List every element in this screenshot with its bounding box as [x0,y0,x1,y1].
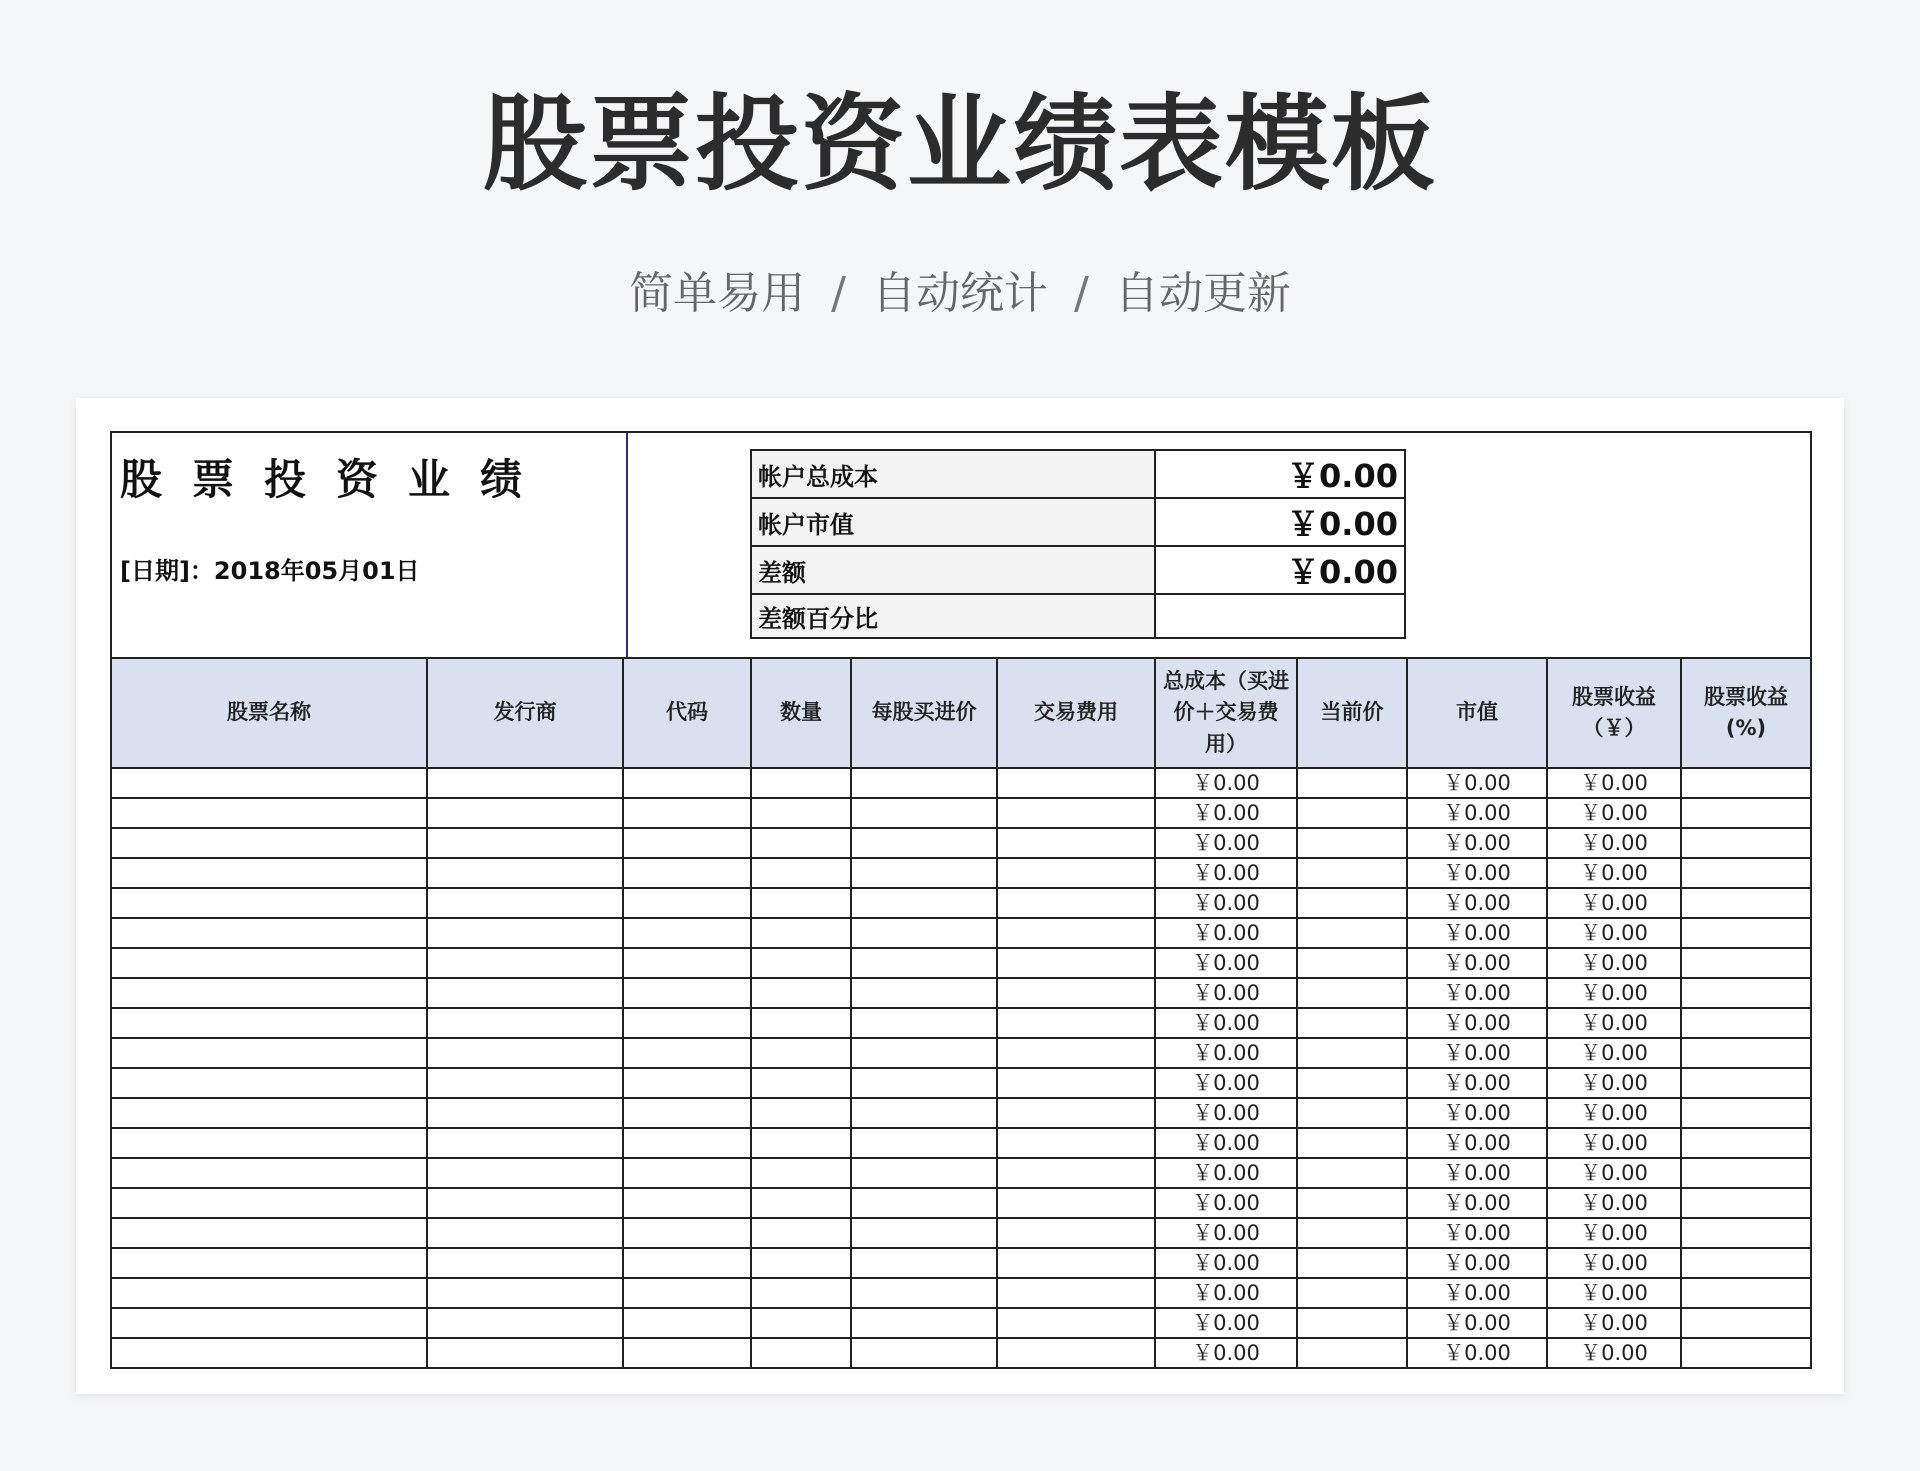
table-cell[interactable] [997,948,1155,978]
subtitle-item-easy: 简单易用 [629,268,806,319]
table-cell[interactable]: ￥0.00 [1547,828,1681,858]
table-cell[interactable] [997,1338,1155,1368]
table-cell[interactable] [427,1068,623,1098]
table-row [111,888,1811,918]
summary-row [751,498,1405,546]
table-cell[interactable] [751,1128,851,1158]
table-cell[interactable]: ￥0.00 [1155,1008,1297,1038]
table-cell[interactable] [751,798,851,828]
table-cell[interactable] [851,1278,997,1308]
table-cell[interactable] [997,1218,1155,1248]
table-cell[interactable] [751,1338,851,1368]
table-cell[interactable] [1297,1128,1407,1158]
table-cell[interactable] [1681,888,1811,918]
summary-row [751,546,1405,594]
table-cell[interactable] [427,1218,623,1248]
table-cell[interactable] [427,1338,623,1368]
table-cell[interactable]: ￥0.00 [1547,1128,1681,1158]
table-cell[interactable]: ￥0.00 [1547,1098,1681,1128]
table-cell[interactable] [111,948,427,978]
table-cell[interactable] [1297,1008,1407,1038]
table-cell[interactable]: ￥0.00 [1407,1128,1547,1158]
table-cell[interactable]: ￥0.00 [1547,1278,1681,1308]
column-header: 总成本（买进价＋交易费用） [1155,658,1297,768]
table-cell[interactable] [997,828,1155,858]
table-cell[interactable] [427,1308,623,1338]
table-cell[interactable] [851,1158,997,1188]
table-cell[interactable] [751,858,851,888]
table-cell[interactable] [997,1038,1155,1068]
table-cell[interactable]: ￥0.00 [1407,1248,1547,1278]
table-cell[interactable] [427,1158,623,1188]
table-cell[interactable] [751,1188,851,1218]
table-cell[interactable] [997,1128,1155,1158]
table-cell[interactable] [111,768,427,798]
table-cell[interactable]: ￥0.00 [1155,1338,1297,1368]
table-row [111,1248,1811,1278]
account-summary-table [750,449,1406,639]
table-row [111,1038,1811,1068]
table-row [111,1068,1811,1098]
table-cell[interactable] [1681,1008,1811,1038]
table-cell[interactable]: ￥0.00 [1547,768,1681,798]
table-cell[interactable] [1681,1158,1811,1188]
column-header: 市值 [1407,658,1547,768]
holdings-table [110,657,1812,1369]
table-cell[interactable] [111,828,427,858]
table-cell[interactable] [997,918,1155,948]
summary-label: 差额百分比 [751,594,1155,638]
table-cell[interactable] [1297,768,1407,798]
table-cell[interactable] [1297,1038,1407,1068]
table-row [111,1308,1811,1338]
summary-value[interactable] [1155,594,1405,638]
table-cell[interactable]: ￥0.00 [1155,1278,1297,1308]
table-cell[interactable] [1297,1248,1407,1278]
table-cell[interactable] [751,1098,851,1128]
table-cell[interactable]: ￥0.00 [1155,1248,1297,1278]
table-cell[interactable]: ￥0.00 [1407,1278,1547,1308]
table-cell[interactable] [1297,978,1407,1008]
subtitle-separator: / [1074,268,1089,319]
subtitle-item-auto-update: 自动更新 [1114,268,1291,319]
summary-label: 差额 [751,546,1155,594]
table-cell[interactable]: ￥0.00 [1547,1038,1681,1068]
table-cell[interactable] [111,918,427,948]
table-cell[interactable]: ￥0.00 [1547,1188,1681,1218]
table-cell[interactable] [1681,1218,1811,1248]
table-cell[interactable] [427,948,623,978]
table-cell[interactable]: ￥0.00 [1155,858,1297,888]
table-cell[interactable] [111,1338,427,1368]
sheet-header-block [110,431,1812,657]
table-row [111,1188,1811,1218]
table-cell[interactable] [623,1098,751,1128]
table-cell[interactable] [623,768,751,798]
table-cell[interactable]: ￥0.00 [1547,1308,1681,1338]
table-cell[interactable]: ￥0.00 [1547,918,1681,948]
table-cell[interactable]: ￥0.00 [1407,1188,1547,1218]
table-cell[interactable] [111,1128,427,1158]
summary-label: 帐户总成本 [751,450,1155,498]
table-cell[interactable] [1297,1068,1407,1098]
table-cell[interactable] [851,1128,997,1158]
table-cell[interactable] [623,1008,751,1038]
table-cell[interactable] [111,888,427,918]
table-cell[interactable] [997,978,1155,1008]
table-cell[interactable] [1297,1158,1407,1188]
table-row [111,798,1811,828]
table-cell[interactable] [1297,1098,1407,1128]
table-cell[interactable] [851,768,997,798]
sheet-title: 股票投资业绩 [120,455,553,504]
table-row [111,858,1811,888]
table-cell[interactable]: ￥0.00 [1547,948,1681,978]
table-cell[interactable] [751,1158,851,1188]
table-cell[interactable] [427,918,623,948]
table-header-row [111,658,1811,768]
table-row [111,828,1811,858]
table-cell[interactable] [111,1008,427,1038]
column-header: 股票名称 [111,658,427,768]
table-cell[interactable]: ￥0.00 [1407,1008,1547,1038]
table-cell[interactable] [427,768,623,798]
table-cell[interactable]: ￥0.00 [1155,1128,1297,1158]
table-cell[interactable] [851,1338,997,1368]
table-cell[interactable]: ￥0.00 [1155,1068,1297,1098]
table-cell[interactable] [751,1038,851,1068]
table-row [111,978,1811,1008]
table-cell[interactable]: ￥0.00 [1407,1098,1547,1128]
table-cell[interactable] [111,1158,427,1188]
table-cell[interactable] [997,768,1155,798]
table-cell[interactable] [851,1218,997,1248]
table-cell[interactable]: ￥0.00 [1547,1248,1681,1278]
table-cell[interactable] [623,858,751,888]
summary-row [751,594,1405,638]
table-cell[interactable] [1681,858,1811,888]
table-cell[interactable]: ￥0.00 [1155,978,1297,1008]
table-cell[interactable] [1297,1218,1407,1248]
table-cell[interactable] [623,1248,751,1278]
summary-row [751,450,1405,498]
table-cell[interactable] [427,978,623,1008]
table-cell[interactable] [1681,1098,1811,1128]
table-cell[interactable] [1681,1248,1811,1278]
table-cell[interactable]: ￥0.00 [1547,1158,1681,1188]
column-header: 交易费用 [997,658,1155,768]
table-cell[interactable]: ￥0.00 [1155,798,1297,828]
sheet-date: [日期]：2018年05月01日 [120,557,420,585]
table-cell[interactable] [997,1068,1155,1098]
table-cell[interactable] [1297,1278,1407,1308]
table-cell[interactable]: ￥0.00 [1547,1008,1681,1038]
table-cell[interactable] [1297,858,1407,888]
table-cell[interactable]: ￥0.00 [1155,1308,1297,1338]
table-cell[interactable] [623,1128,751,1158]
table-cell[interactable] [751,1248,851,1278]
table-cell[interactable] [751,1218,851,1248]
table-cell[interactable]: ￥0.00 [1547,858,1681,888]
table-cell[interactable] [427,1008,623,1038]
table-cell[interactable] [623,1068,751,1098]
table-row [111,1128,1811,1158]
table-cell[interactable] [623,1188,751,1218]
table-cell[interactable] [111,1038,427,1068]
table-row [111,768,1811,798]
table-cell[interactable] [851,1098,997,1128]
table-cell[interactable] [427,1248,623,1278]
column-header: 股票收益(%) [1681,658,1811,768]
table-cell[interactable] [851,948,997,978]
table-cell[interactable]: ￥0.00 [1407,858,1547,888]
column-header: 当前价 [1297,658,1407,768]
table-cell[interactable] [1297,1308,1407,1338]
table-cell[interactable]: ￥0.00 [1155,1098,1297,1128]
table-row [111,948,1811,978]
table-cell[interactable] [851,858,997,888]
summary-label: 帐户市值 [751,498,1155,546]
summary-value[interactable]: ￥0.00 [1155,498,1405,546]
table-row [111,1218,1811,1248]
table-cell[interactable] [623,918,751,948]
table-cell[interactable]: ￥0.00 [1407,1218,1547,1248]
table-cell[interactable] [1681,1068,1811,1098]
table-cell[interactable] [997,1158,1155,1188]
table-row [111,1008,1811,1038]
table-cell[interactable] [111,1278,427,1308]
table-cell[interactable] [427,828,623,858]
table-cell[interactable] [427,1098,623,1128]
table-cell[interactable]: ￥0.00 [1407,978,1547,1008]
table-cell[interactable] [751,978,851,1008]
table-cell[interactable] [1681,1038,1811,1068]
table-cell[interactable] [851,798,997,828]
table-cell[interactable] [111,1068,427,1098]
table-cell[interactable] [111,798,427,828]
table-cell[interactable]: ￥0.00 [1155,828,1297,858]
table-cell[interactable]: ￥0.00 [1547,798,1681,828]
table-cell[interactable]: ￥0.00 [1155,1218,1297,1248]
table-cell[interactable] [623,888,751,918]
table-cell[interactable] [997,1248,1155,1278]
table-cell[interactable] [427,798,623,828]
table-cell[interactable]: ￥0.00 [1407,1308,1547,1338]
spreadsheet-preview-card [76,398,1844,1394]
table-cell[interactable] [851,1308,997,1338]
table-cell[interactable] [623,978,751,1008]
table-cell[interactable] [1297,888,1407,918]
summary-value[interactable]: ￥0.00 [1155,450,1405,498]
table-cell[interactable]: ￥0.00 [1155,1158,1297,1188]
table-cell[interactable] [751,1278,851,1308]
table-cell[interactable]: ￥0.00 [1547,888,1681,918]
table-cell[interactable] [427,1188,623,1218]
table-cell[interactable]: ￥0.00 [1407,948,1547,978]
table-cell[interactable] [623,1308,751,1338]
table-cell[interactable] [851,978,997,1008]
table-cell[interactable]: ￥0.00 [1155,918,1297,948]
table-cell[interactable]: ￥0.00 [1547,978,1681,1008]
table-cell[interactable] [111,858,427,888]
summary-value[interactable]: ￥0.00 [1155,546,1405,594]
table-cell[interactable] [851,1008,997,1038]
table-cell[interactable] [997,798,1155,828]
table-cell[interactable] [623,1158,751,1188]
table-cell[interactable] [427,1278,623,1308]
table-cell[interactable]: ￥0.00 [1155,1188,1297,1218]
table-cell[interactable]: ￥0.00 [1407,768,1547,798]
table-cell[interactable] [623,948,751,978]
table-cell[interactable]: ￥0.00 [1155,1038,1297,1068]
page-subtitle [0,268,1920,321]
table-cell[interactable] [427,858,623,888]
table-row [111,1158,1811,1188]
table-cell[interactable] [1681,918,1811,948]
table-cell[interactable]: ￥0.00 [1407,1158,1547,1188]
table-cell[interactable] [427,888,623,918]
table-cell[interactable]: ￥0.00 [1407,918,1547,948]
table-cell[interactable] [851,888,997,918]
table-cell[interactable]: ￥0.00 [1155,948,1297,978]
table-row [111,918,1811,948]
table-cell[interactable] [751,768,851,798]
table-cell[interactable] [751,948,851,978]
table-cell[interactable] [751,888,851,918]
table-cell[interactable] [623,798,751,828]
table-cell[interactable] [997,1278,1155,1308]
table-cell[interactable] [997,1308,1155,1338]
table-cell[interactable] [1681,1188,1811,1218]
table-cell[interactable] [1297,1188,1407,1218]
table-cell[interactable]: ￥0.00 [1407,828,1547,858]
table-cell[interactable] [111,1188,427,1218]
column-header: 发行商 [427,658,623,768]
table-cell[interactable] [1681,1338,1811,1368]
subtitle-item-auto-stats: 自动统计 [872,268,1048,319]
table-cell[interactable] [427,1128,623,1158]
table-cell[interactable] [1681,798,1811,828]
page-title: 股票投资业绩表模板 [482,83,1437,205]
column-header: 每股买进价 [851,658,997,768]
table-cell[interactable] [751,918,851,948]
table-cell[interactable] [1297,798,1407,828]
table-cell[interactable]: ￥0.00 [1407,798,1547,828]
table-cell[interactable]: ￥0.00 [1155,888,1297,918]
table-cell[interactable] [851,1248,997,1278]
table-cell[interactable] [997,1188,1155,1218]
table-cell[interactable] [751,828,851,858]
table-cell[interactable] [851,828,997,858]
table-cell[interactable] [623,828,751,858]
table-cell[interactable]: ￥0.00 [1547,1068,1681,1098]
table-cell[interactable] [751,1068,851,1098]
table-cell[interactable] [427,1038,623,1068]
subtitle-separator: / [831,268,846,319]
table-cell[interactable] [1297,1338,1407,1368]
table-cell[interactable] [623,1338,751,1368]
table-cell[interactable] [1297,828,1407,858]
table-cell[interactable] [1681,768,1811,798]
table-cell[interactable] [623,1218,751,1248]
table-cell[interactable] [1297,918,1407,948]
table-cell[interactable] [1681,828,1811,858]
column-header: 股票收益（￥） [1547,658,1681,768]
table-cell[interactable] [851,1038,997,1068]
table-cell[interactable] [111,1098,427,1128]
table-row [111,1278,1811,1308]
column-header: 数量 [751,658,851,768]
table-row [111,1098,1811,1128]
table-cell[interactable] [1681,948,1811,978]
table-cell[interactable] [997,1008,1155,1038]
table-cell[interactable]: ￥0.00 [1155,768,1297,798]
table-cell[interactable]: ￥0.00 [1407,1038,1547,1068]
table-cell[interactable]: ￥0.00 [1407,1338,1547,1368]
table-cell[interactable] [111,1218,427,1248]
table-cell[interactable] [111,1308,427,1338]
table-cell[interactable] [623,1278,751,1308]
table-cell[interactable] [851,1188,997,1218]
table-cell[interactable] [111,978,427,1008]
table-cell[interactable] [997,858,1155,888]
table-cell[interactable] [1297,948,1407,978]
table-cell[interactable]: ￥0.00 [1407,888,1547,918]
table-cell[interactable] [997,1098,1155,1128]
table-cell[interactable] [997,888,1155,918]
table-cell[interactable]: ￥0.00 [1407,1068,1547,1098]
sheet-title-area [112,433,628,657]
column-header: 代码 [623,658,751,768]
table-cell[interactable] [1681,1128,1811,1158]
spreadsheet [110,431,1810,1394]
table-cell[interactable] [751,1008,851,1038]
table-row [111,1338,1811,1368]
table-cell[interactable] [1681,978,1811,1008]
table-cell[interactable] [1681,1308,1811,1338]
table-cell[interactable] [751,1308,851,1338]
table-cell[interactable] [851,918,997,948]
table-cell[interactable] [111,1248,427,1278]
table-cell[interactable] [1681,1278,1811,1308]
table-cell[interactable] [623,1038,751,1068]
table-cell[interactable] [851,1068,997,1098]
table-cell[interactable]: ￥0.00 [1547,1338,1681,1368]
table-cell[interactable]: ￥0.00 [1547,1218,1681,1248]
